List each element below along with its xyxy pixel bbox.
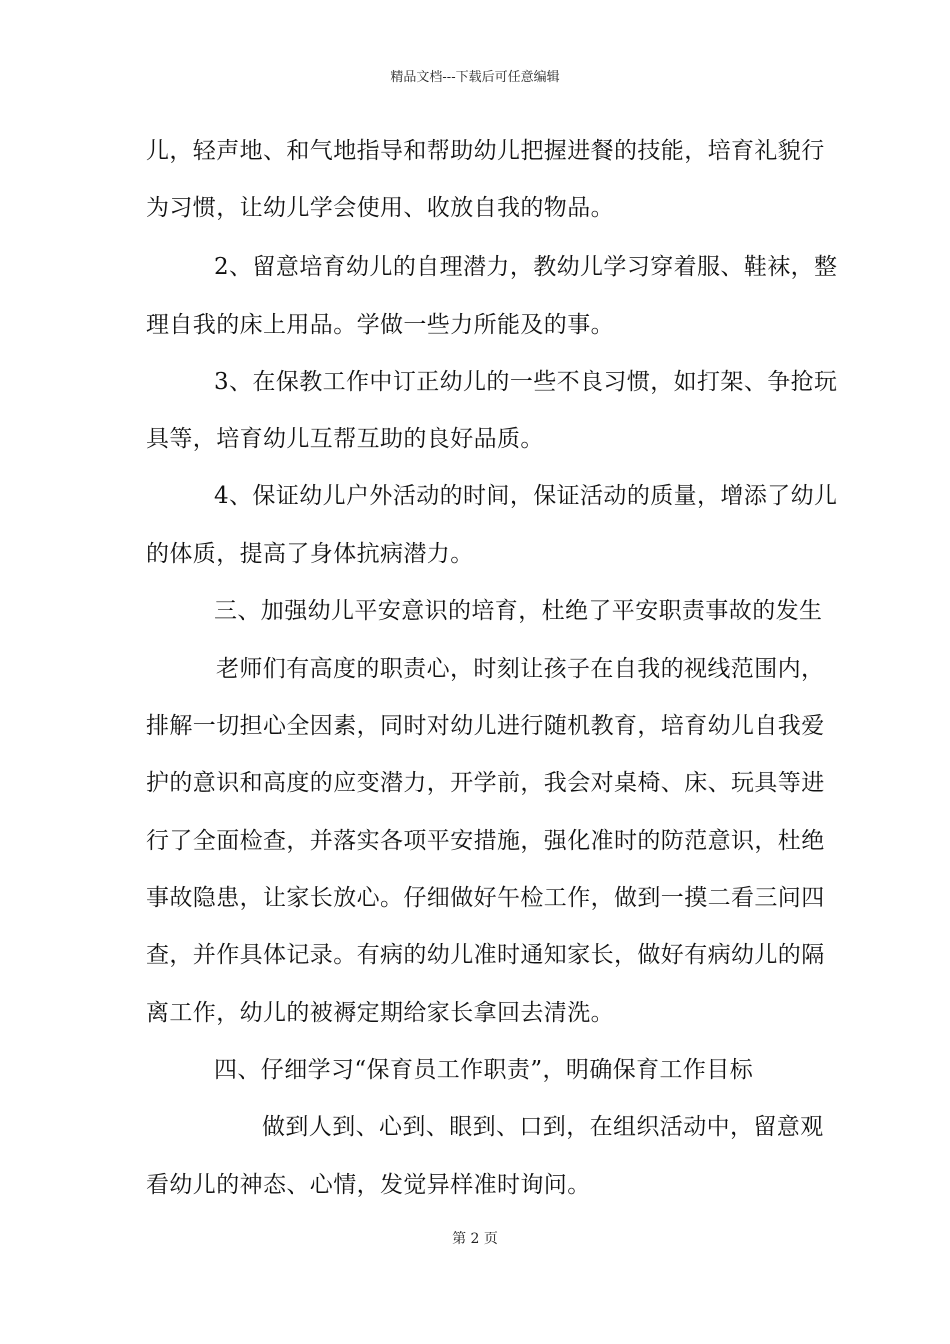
text-line-14: 事故隐患，让家长放心。仔细做好午检工作，做到一摸二看三问四 bbox=[146, 885, 825, 911]
page-number: 第 2 页 bbox=[452, 1231, 498, 1247]
text-line-19: 看幼儿的神态、心情，发觉异样准时询问。 bbox=[146, 1172, 591, 1198]
text-line-15: 查，并作具体记录。有病的幼儿准时通知家长，做好有病幼儿的隔 bbox=[146, 942, 825, 968]
text-line-10: 老师们有高度的职责心，时刻让孩子在自我的视线范围内， bbox=[216, 656, 825, 682]
page-header: 精品文档---下载后可任意编辑 bbox=[390, 70, 560, 85]
text-line-1: 儿，轻声地、和气地指导和帮助幼儿把握进餐的技能，培育礼貌行 bbox=[146, 138, 825, 164]
text-line-8: 的体质，提高了身体抗病潜力。 bbox=[146, 541, 474, 567]
section-heading-3: 三、加强幼儿平安意识的培育，杜绝了平安职责事故的发生 bbox=[214, 598, 823, 624]
section-heading-4: 四、仔细学习“保育员工作职责”，明确保育工作目标 bbox=[214, 1057, 754, 1083]
text-line-11: 排解一切担心全因素，同时对幼儿进行随机教育，培育幼儿自我爱 bbox=[146, 713, 825, 739]
text-line-7: 4、保证幼儿户外活动的时间，保证活动的质量，增添了幼儿 bbox=[214, 483, 838, 509]
text-line-2: 为习惯，让幼儿学会使用、收放自我的物品。 bbox=[146, 195, 614, 221]
text-line-4: 理自我的床上用品。学做一些力所能及的事。 bbox=[146, 312, 614, 338]
text-line-6: 具等，培育幼儿互帮互助的良好品质。 bbox=[146, 426, 544, 452]
text-line-18: 做到人到、心到、眼到、口到，在组织活动中，留意观 bbox=[262, 1114, 824, 1140]
text-line-3: 2、留意培育幼儿的自理潜力，教幼儿学习穿着服、鞋袜，整 bbox=[214, 254, 838, 280]
text-line-5: 3、在保教工作中订正幼儿的一些不良习惯，如打架、争抢玩 bbox=[214, 369, 838, 395]
text-line-16: 离工作，幼儿的被褥定期给家长拿回去清洗。 bbox=[146, 1000, 614, 1026]
text-line-12: 护的意识和高度的应变潜力，开学前，我会对桌椅、床、玩具等进 bbox=[146, 770, 825, 796]
text-line-13: 行了全面检查，并落实各项平安措施，强化准时的防范意识，杜绝 bbox=[146, 828, 825, 854]
